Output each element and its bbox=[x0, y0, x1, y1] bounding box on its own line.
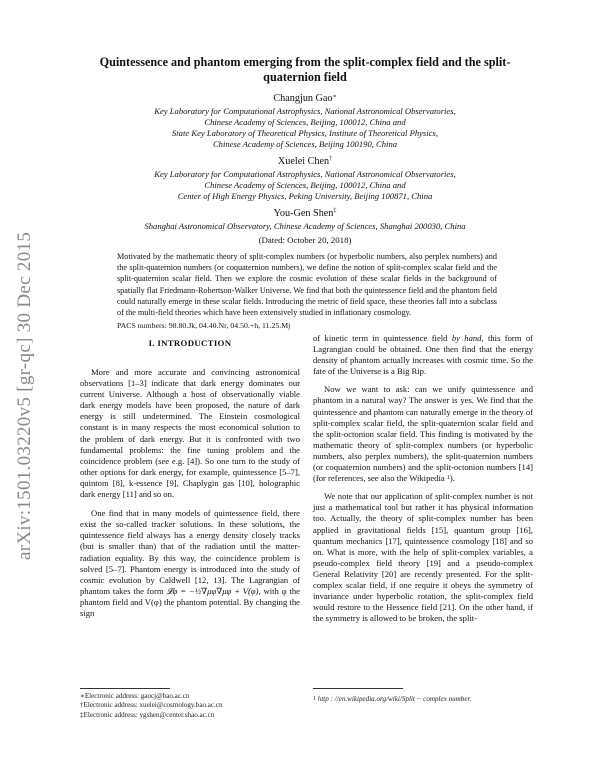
author-name-2: Xuelei Chen† bbox=[277, 156, 333, 167]
footnotes-left bbox=[80, 692, 300, 720]
right-paragraph-3: We note that our application of split-complex number is not just a mathematical tool but rather it has physical information too. Actually, the theory of split-complex number has been applied in gravitational fields [15], quantum group [16], quantum mechanics [17], quintessence cosmology [18] and so on. What is more, with the help of split-complex variables, a pseudo-complex field theory [19] and a pseudo-complex General Relativity [20] are recently presented. For the split-complex scalar field, if one require it obeys the symmetry of invariance under hyperbolic rotation, the split-complex field would restore to the Hessence field [21]. On the other hand, if the symmetry is allowed to be broken, the split- bbox=[313, 491, 533, 624]
author-affiliation-1: Key Laboratory for Computational Astrophysics, National Astronomical Observatories, Chinese Academy of Sciences, Beijing, 100012, China and State Key Laboratory of Theoretical Physics, Institute of Theoretical Physics, Chinese Academy of Sciences, Beijing 100190, China bbox=[154, 106, 456, 149]
author-affiliation-2: Key Laboratory for Computational Astrophysics, National Astronomical Observatories, Chinese Academy of Sciences, Beijing, 100012, China and Center of High Energy Physics, Peking University, Beijing 100871, China bbox=[154, 169, 456, 201]
left-paragraph-1: More and more accurate and convincing astronomical observations [1–3] indicate that dark energy dominates our current Universe. Although a host of observationally viable dark energy models have been proposed, the nature of dark energy is still undetermined. The Einstein cosmological constant is in many respects the most economical solution to the problem of dark energy. But it is confronted with two fundamental problems: the fine tuning problem and the coincidence problem (see e.g. [4]). So one turn to the study of other options for dark energy, for example, quintessence [5–7], quintom [8], k-essence [9], Chaplygin gas [10], holographic dark energy [11] and so on. bbox=[80, 367, 300, 500]
footnote-email-1: ∗Electronic address: gaocj@bao.ac.cn bbox=[80, 692, 190, 700]
author-affiliation-3: Shanghai Astronomical Observatory, Chinese Academy of Sciences, Shanghai 200030, China bbox=[144, 221, 466, 231]
right-paragraph-2: Now we want to ask: can we unify quintessence and phantom in a natural way? The answer is yes. We find that the quintessence and phantom can naturally emerge in the theory of split-complex scalar field, the split-quaternion scalar field and the split-octonion scalar field. This finding is motivated by the mathematic theory of split-complex numbers (or hyperbolic numbers, also perplex numbers), the split-quaternion numbers (or coquaternion numbers) and the split-octonion numbers [14] (for references, see also the Wikipedia $^1$). bbox=[313, 384, 533, 484]
footnote-rule-left bbox=[80, 688, 170, 689]
pacs-numbers: PACS numbers: 98.80.Jk, 04.40.Nr, 04.50.+h, 11.25.Mj bbox=[117, 321, 291, 330]
paper-title: Quintessence and phantom emerging from the split-complex field and the split-quaternion field bbox=[99, 55, 511, 84]
left-paragraph-2: One find that in many models of quintessence field, there exist the so-called tracker solutions. In these solutions, the quintessence field always has a energy density closely tracks (but is smaller than) that of the radiation until the matter-radiation equality. By this way, the coincidence problem is solved [5–7]. Phantom energy is introduced into the study of cosmic evolution by Caldwell [12, 13]. The Lagrangian of phantom takes the form 𝓛φ = −½∇μφ∇μφ + V(φ), with φ the phantom field and V(φ) the phantom potential. By changing the sign bbox=[80, 508, 300, 618]
left-column bbox=[80, 367, 300, 619]
author-name-3: You-Gen Shen‡ bbox=[273, 208, 337, 219]
right-paragraph-1: of kinetic term in quintessence field by hand, this form of Lagrangian could be obtained. One then find that the energy density of phantom actually increases with cosmic time. So the fate of the Universe is a Big Rip. bbox=[313, 333, 534, 377]
footnote-email-3: ‡Electronic address: ygshen@center.shao.ac.cn bbox=[80, 710, 215, 719]
section-heading: I. INTRODUCTION bbox=[148, 338, 232, 348]
lagrangian-formula: 𝓛φ = −½∇μφ∇μφ + V(φ) bbox=[166, 585, 259, 596]
footnote-email-2: †Electronic address: xuelei@cosmology.bao.ac.cn bbox=[80, 701, 223, 710]
abstract: Motivated by the mathematic theory of split-complex numbers (or hyperbolic numbers, also perplex numbers) and the split-quaternion numbers (or coquaternion numbers), we define the notion of split-complex scalar field and the split-quaternion scalar field. Then we explore the cosmic evolution of these scalar fields in the background of spatially flat Friedmann-Robertson-Walker Universe. We find that both the quintessence field and the phantom field could naturally emerge in these scalar fields. Introducing the metric of field space, these theories fall into a subclass of the multi-field theories which have been extensively studied in inflationary cosmology. bbox=[117, 252, 497, 318]
right-column bbox=[313, 333, 533, 624]
arxiv-identifier: arXiv:1501.03220v5 [gr-qc] 30 Dec 2015 bbox=[14, 231, 35, 560]
footnote-right: $^1$ http : //en.wikipedia.org/wiki/Split − complex number. bbox=[313, 695, 472, 703]
footnote-rule-right bbox=[313, 688, 403, 689]
dated-line: (Dated: October 20, 2018) bbox=[258, 235, 352, 245]
author-name-1: Changjun Gao∗ bbox=[273, 93, 337, 104]
